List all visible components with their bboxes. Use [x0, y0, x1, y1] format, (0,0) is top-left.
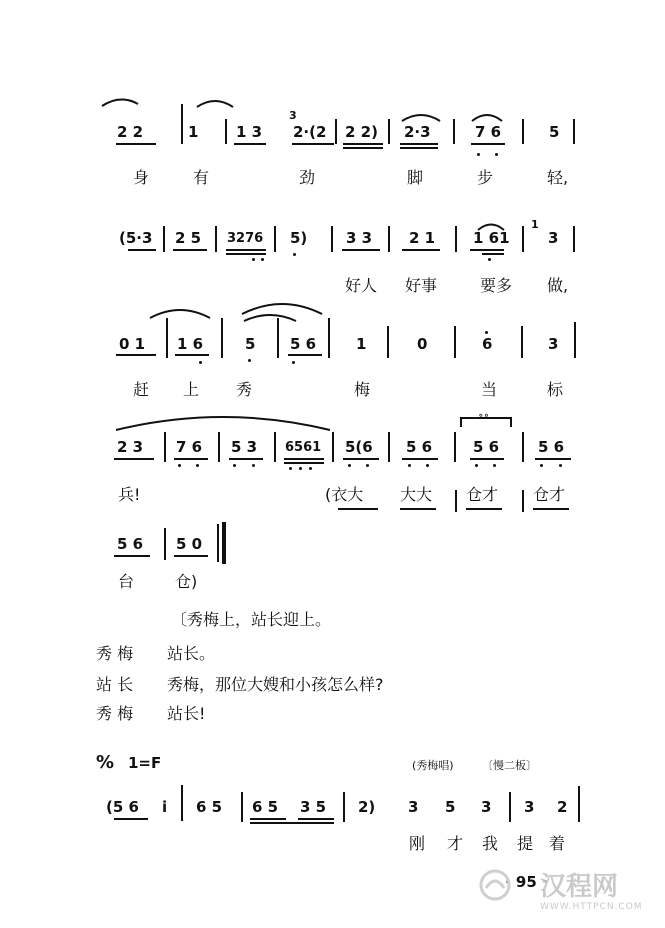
tie-arc [148, 306, 212, 320]
section-mark: % [96, 752, 115, 773]
lyric: 好人 [345, 276, 378, 295]
note-group: 6 5 [196, 798, 223, 816]
lyric: 台 [118, 572, 135, 591]
singer-note: (秀梅唱) [412, 759, 454, 772]
lyric: 当 [481, 380, 498, 399]
note-group: 5 6 [290, 335, 317, 353]
note-group: 3 [548, 229, 559, 247]
note-group: 3 [524, 798, 535, 816]
lyric: 兵! [118, 485, 141, 504]
lyric: 要多 [480, 276, 513, 295]
note-group: 6561 [285, 440, 322, 455]
note-group: 1 6 [177, 335, 204, 353]
note-group: 1 [356, 335, 367, 353]
note-group: 5(6 [345, 438, 373, 456]
lyric: 仓才 [533, 485, 566, 504]
note-group: 5) [290, 229, 308, 247]
lyric: 梅 [354, 380, 371, 399]
tempo-note: 〔慢二板〕 [482, 759, 537, 772]
tie-arc [242, 312, 298, 322]
note-group: 0 [417, 335, 428, 353]
key-signature: 1=F [128, 754, 162, 772]
note-group: (5 6 [106, 798, 139, 816]
lyric: 着 [549, 834, 566, 853]
lyric: 身 [133, 168, 150, 187]
note-group: 3 3 [346, 229, 373, 247]
note-group: 5 [445, 798, 456, 816]
note-group: 3 [481, 798, 492, 816]
lyric: 轻, [547, 168, 569, 187]
note-group: 5 6 [117, 535, 144, 553]
note-group: 5 6 [473, 438, 500, 456]
stage-direction: 〔秀梅上，站长迎上。 [171, 610, 332, 629]
tie-arc [100, 96, 140, 108]
note-group: 5 6 [406, 438, 433, 456]
lyric: 仓) [175, 572, 198, 591]
tie-arc [470, 111, 504, 123]
note-group: (5·3 [119, 229, 153, 247]
speaker: 秀 梅 [96, 704, 134, 723]
note-group: 3 [548, 335, 559, 353]
score-page: 2 2 1 1 3 3 2·(2 2 2) 2·3 7 6 5 身 有 劲 脚 步 轻, (5·3 2 5 3276 5) 3 3 2 1 1 61 1 3 好人 好事 要多 做, 0 1 1 6 5 5 6 1 0 6 3 赶 上 秀 梅 当 标 ∘∘ 2 3 7 6 5 3 6561 5(6 5 6 5 6 5 6 兵! (衣大 大大 仓才 仓才 5 6 5 0 台 仓) 〔秀梅上，站长迎上。 秀 梅 站长。 站 长 秀梅，那位大嫂和小孩怎么样? 秀 梅 站长! % 1=F (秀梅唱) 〔慢二板〕 (5 6 i 6 5 6 5 3 5 2) 3 5 3 3 2 刚 才 我 提 着 · 95 · 汉程网 WWW.HTTPCN.COM [0, 0, 665, 928]
note-group: 3 [408, 798, 419, 816]
dialogue-line: 站长。 [167, 644, 216, 663]
note-group: 2 1 [409, 229, 436, 247]
lyric: 提 [517, 834, 534, 853]
page-number: · 95 · [505, 873, 548, 891]
note-group: 2 2) [345, 123, 378, 141]
note-group: 5 [549, 123, 560, 141]
note-group: 7 6 [176, 438, 203, 456]
note-group: i [162, 798, 168, 816]
note-group: 2 [557, 798, 568, 816]
speaker: 站 长 [96, 675, 134, 694]
note-group: 2·3 [404, 123, 431, 141]
note-group: 2) [358, 798, 376, 816]
speaker: 秀 梅 [96, 644, 134, 663]
note-group: 1 61 [473, 229, 510, 247]
lyric: 标 [547, 380, 564, 399]
lyric: 大大 [400, 485, 433, 504]
note-group: 7 6 [475, 123, 502, 141]
lyric: 步 [477, 168, 494, 187]
note-group: 0 1 [119, 335, 146, 353]
tie-arc [114, 412, 332, 432]
lyric: 仓才 [466, 485, 499, 504]
lyric: 秀 [236, 380, 253, 399]
lyric: 脚 [407, 168, 424, 187]
lyric: (衣大 [325, 485, 364, 504]
lyric: 做, [547, 276, 569, 295]
note-group: 1 [188, 123, 199, 141]
note-group: 2 3 [117, 438, 144, 456]
note-group: 5 3 [231, 438, 258, 456]
lyric: 才 [447, 834, 464, 853]
lyric: 赶 [133, 380, 150, 399]
watermark-logo-icon [478, 868, 512, 902]
note-group: 3 5 [300, 798, 327, 816]
grace-note: 3 [289, 109, 297, 122]
lyric: 好事 [405, 276, 438, 295]
note-group: 1 3 [236, 123, 263, 141]
note-group: 2 2 [117, 123, 144, 141]
lyric: 我 [482, 834, 499, 853]
note-group: 5 0 [176, 535, 203, 553]
note-group: 3276 [227, 231, 264, 246]
lyric: 劲 [299, 168, 316, 187]
note-group: 5 6 [538, 438, 565, 456]
lyric: 上 [183, 380, 200, 399]
note-group: 2 5 [175, 229, 202, 247]
note-group: 6 5 [252, 798, 279, 816]
grace-note: 1 [531, 218, 539, 231]
lyric: 有 [193, 168, 210, 187]
dialogue-line: 秀梅，那位大嫂和小孩怎么样? [167, 675, 384, 694]
tie-arc [400, 111, 442, 123]
dialogue-line: 站长! [167, 704, 206, 723]
tie-arc [195, 97, 235, 109]
note-group: 2·(2 [293, 123, 327, 141]
note-group: 6 [482, 335, 493, 353]
note-group: 5 [245, 335, 256, 353]
lyric: 刚 [409, 834, 426, 853]
